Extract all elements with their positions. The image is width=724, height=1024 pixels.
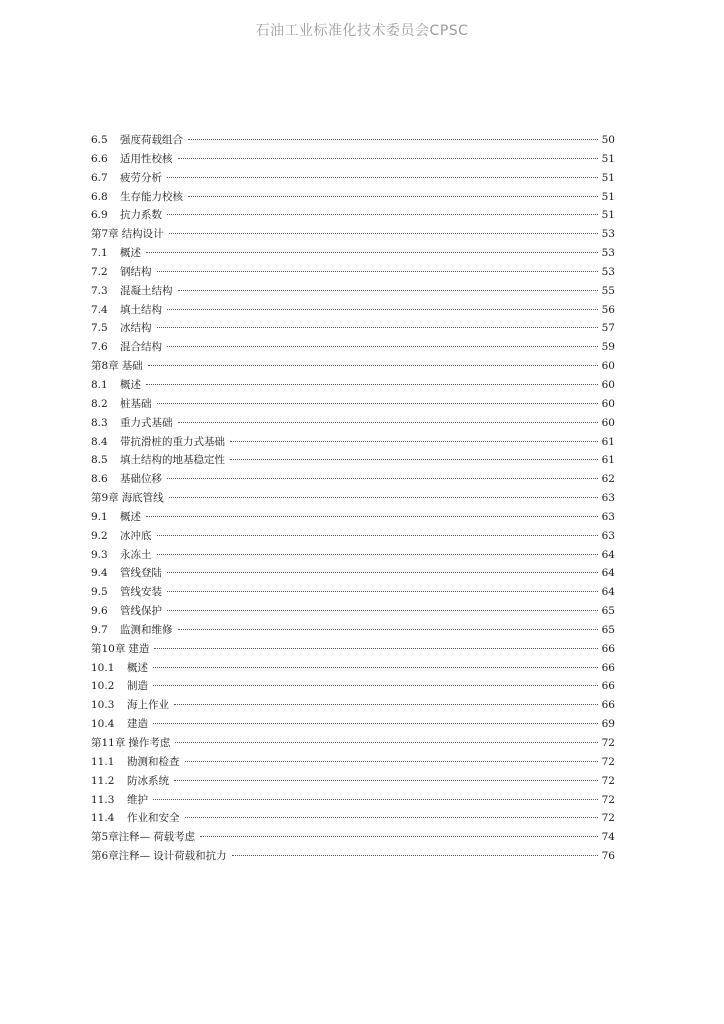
toc-entry-number: 8.6 [91,473,108,486]
toc-entry-page: 64 [601,548,615,561]
toc-entry-title: 疲劳分析 [120,171,162,184]
toc-entry [91,527,615,546]
toc-entry [91,791,615,810]
toc-entry-page: 72 [601,774,615,787]
toc-entry-number: 10.1 [91,661,115,674]
toc-entry [91,451,615,470]
toc-dot-leader [174,704,598,705]
toc-dot-leader [167,214,598,215]
toc-entry-title: 监测和维修 [120,623,173,636]
toc-entry [91,564,615,583]
toc-entry-number: 11.3 [91,793,115,806]
toc-entry-number: 11.2 [91,774,115,787]
toc-dot-leader [167,610,598,611]
toc-entry-number: 8.2 [91,397,108,410]
toc-entry-title: 操作考虑 [128,737,171,749]
toc-entry-number: 9.1 [91,510,108,523]
toc-entry-title: 结构设计 [121,228,164,241]
toc-entry-title: 填土结构的地基稳定性 [120,454,225,467]
toc-entry-page: 50 [601,134,615,146]
toc-dot-leader [146,384,598,385]
toc-dot-leader [153,667,598,668]
toc-entry [91,150,615,169]
toc-entry-title: 抗力系数 [120,209,162,222]
toc-entry-title: 生存能力校核 [120,190,183,203]
toc-entry-page: 63 [601,529,615,542]
toc-entry [91,433,615,452]
toc-entry-number: 11.4 [91,812,115,825]
toc-entry [91,263,615,282]
toc-entry-page: 66 [601,642,615,655]
toc-entry [91,847,615,866]
toc-dot-leader [146,252,598,253]
toc-dot-leader [167,309,598,310]
toc-entry-title: 建造 [128,642,150,655]
toc-entry-title: 重力式基础 [120,416,173,429]
toc-entry-title: 概述 [127,661,148,674]
toc-entry-number: 第5章注释— [91,831,151,844]
toc-entry [91,546,615,565]
toc-entry-title: 管线保护 [120,605,162,618]
toc-entry-number: 9.2 [91,529,108,542]
toc-entry-number: 9.7 [91,623,108,636]
toc-entry-title: 冰冲底 [120,529,152,542]
toc-entry-number: 8.1 [91,378,108,391]
toc-dot-leader [167,478,598,479]
toc-entry-title: 填土结构 [120,303,162,316]
toc-entry [91,376,615,395]
toc-dot-leader [153,685,598,686]
toc-entry-number: 6.6 [91,152,108,165]
toc-entry [91,188,615,207]
toc-entry-page: 72 [601,812,615,825]
toc-entry-number: 第7章 [91,228,119,241]
toc-dot-leader [174,780,598,781]
toc-entry-title: 强度荷载组合 [120,134,183,146]
toc-entry-number: 第10章 [91,642,126,655]
toc-entry-page: 51 [601,171,615,184]
toc-entry [91,715,615,734]
toc-dot-leader [167,572,598,573]
toc-dot-leader [230,459,598,460]
toc-entry-page: 69 [601,718,615,731]
toc-entry-title: 钢结构 [120,265,152,278]
toc-dot-leader [175,742,598,743]
toc-dot-leader [169,233,598,234]
toc-entry-title: 防冰系统 [127,774,169,787]
toc-entry-page: 62 [601,473,615,486]
toc-entry [91,602,615,621]
toc-entry-number: 9.4 [91,567,108,580]
toc-dot-leader [178,422,599,423]
toc-dot-leader [157,271,599,272]
toc-entry-number: 10.4 [91,718,115,731]
toc-entry [91,489,615,508]
toc-entry-page: 63 [601,510,615,523]
toc-entry-title: 基础 [121,360,143,373]
toc-dot-leader [167,591,598,592]
toc-entry-title: 带抗滑桩的重力式基础 [120,435,225,448]
toc-entry-number: 第6章注释— [91,850,151,863]
toc-entry-title: 概述 [120,378,141,391]
toc-entry [91,206,615,225]
toc-entry [91,319,615,338]
toc-dot-leader [167,346,598,347]
toc-dot-leader [157,403,599,404]
toc-entry-title: 制造 [127,680,148,693]
toc-entry-number: 7.6 [91,341,108,354]
toc-entry [91,696,615,715]
toc-entry [91,244,615,263]
toc-entry [91,301,615,320]
toc-dot-leader [185,817,599,818]
toc-entry-title: 管线登陆 [120,567,162,580]
toc-dot-leader [232,855,598,856]
toc-entry-page: 72 [601,737,615,749]
toc-entry [91,772,615,791]
toc-entry-number: 7.3 [91,284,108,297]
toc-entry [91,470,615,489]
toc-entry-page: 60 [601,416,615,429]
toc-entry [91,677,615,696]
toc-entry [91,753,615,772]
toc-entry [91,414,615,433]
toc-entry-title: 建造 [127,718,148,731]
toc-entry-number: 10.3 [91,699,115,712]
toc-entry-page: 72 [601,755,615,768]
toc-dot-leader [157,327,599,328]
toc-entry-page: 64 [601,567,615,580]
toc-entry [91,225,615,244]
toc-entry-page: 66 [601,680,615,693]
toc-entry-page: 63 [601,492,615,505]
toc-entry-number: 10.2 [91,680,115,693]
toc-entry-page: 61 [601,454,615,467]
toc-entry-title: 概述 [120,247,141,260]
watermark-header: 石油工业标准化技术委员会CPSC [255,23,469,39]
toc-entry-title: 设计荷载和抗力 [153,850,227,863]
toc-entry-page: 57 [601,322,615,335]
toc-entry-number: 9.3 [91,548,108,561]
toc-entry [91,282,615,301]
toc-entry-page: 64 [601,586,615,599]
toc-dot-leader [153,723,598,724]
toc-entry-title: 海上作业 [127,699,169,712]
toc-dot-leader [188,139,598,140]
toc-dot-leader [169,497,598,498]
toc-entry-page: 74 [601,831,615,844]
toc-entry-page: 60 [601,397,615,410]
toc-dot-leader [230,441,598,442]
toc-entry-title: 永冻土 [120,548,152,561]
toc-entry [91,734,615,753]
toc-entry [91,131,615,150]
toc-entry-page: 66 [601,699,615,712]
toc-entry [91,338,615,357]
toc-entry-number: 6.9 [91,209,108,222]
toc-entry [91,828,615,847]
toc-dot-leader [188,196,598,197]
toc-entry-number: 第11章 [91,737,126,749]
toc-entry-number: 11.1 [91,755,115,768]
toc-entry-page: 65 [601,605,615,618]
toc-entry [91,659,615,678]
toc-entry-title: 作业和安全 [127,812,180,825]
toc-dot-leader [178,629,599,630]
toc-entry-page: 53 [601,265,615,278]
toc-entry [91,621,615,640]
toc-entry-title: 概述 [120,510,141,523]
toc-entry-number: 6.7 [91,171,108,184]
toc-entry-page: 66 [601,661,615,674]
toc-dot-leader [153,799,598,800]
toc-entry-title: 混凝土结构 [120,284,173,297]
toc-entry-title: 维护 [127,793,148,806]
toc-entry-number: 7.5 [91,322,108,335]
toc-entry-page: 56 [601,303,615,316]
toc-dot-leader [167,177,598,178]
toc-entry-number: 8.5 [91,454,108,467]
toc-entry-title: 冰结构 [120,322,152,335]
toc-dot-leader [146,516,598,517]
toc-entry-number: 8.4 [91,435,108,448]
toc-entry-page: 60 [601,378,615,391]
toc-entry-number: 8.3 [91,416,108,429]
toc-entry [91,357,615,376]
toc-dot-leader [154,648,598,649]
toc-entry [91,169,615,188]
toc-entry-page: 65 [601,623,615,636]
toc-dot-leader [200,836,598,837]
table-of-contents [91,131,615,866]
toc-dot-leader [185,761,599,762]
toc-entry-title: 荷载考虑 [153,831,196,844]
toc-entry-page: 61 [601,435,615,448]
toc-entry-number: 9.5 [91,586,108,599]
toc-entry [91,395,615,414]
toc-entry-number: 6.5 [91,134,108,146]
toc-entry-title: 管线安装 [120,586,162,599]
toc-entry-number: 第8章 [91,360,119,373]
toc-entry [91,640,615,659]
toc-entry-page: 51 [601,190,615,203]
toc-entry-page: 60 [601,360,615,373]
toc-dot-leader [148,365,598,366]
toc-entry-title: 海底管线 [121,492,164,505]
toc-entry-number: 第9章 [91,492,119,505]
toc-entry-page: 53 [601,247,615,260]
toc-entry-page: 51 [601,152,615,165]
toc-dot-leader [157,535,599,536]
toc-entry-page: 53 [601,228,615,241]
toc-entry-page: 51 [601,209,615,222]
toc-entry-page: 55 [601,284,615,297]
toc-entry-number: 7.4 [91,303,108,316]
toc-dot-leader [178,158,599,159]
toc-dot-leader [157,554,599,555]
toc-entry-title: 混合结构 [120,341,162,354]
toc-entry-title: 适用性校核 [120,152,173,165]
toc-entry [91,508,615,527]
toc-entry-page: 76 [601,850,615,863]
toc-entry-title: 桩基础 [120,397,152,410]
toc-entry-page: 72 [601,793,615,806]
toc-entry-number: 6.8 [91,190,108,203]
toc-entry [91,809,615,828]
toc-dot-leader [178,290,599,291]
toc-entry-title: 勘测和检查 [127,755,180,768]
toc-entry-number: 7.2 [91,265,108,278]
toc-entry-number: 9.6 [91,605,108,618]
toc-entry [91,583,615,602]
toc-entry-page: 59 [601,341,615,354]
toc-entry-number: 7.1 [91,247,108,260]
toc-entry-title: 基础位移 [120,473,162,486]
